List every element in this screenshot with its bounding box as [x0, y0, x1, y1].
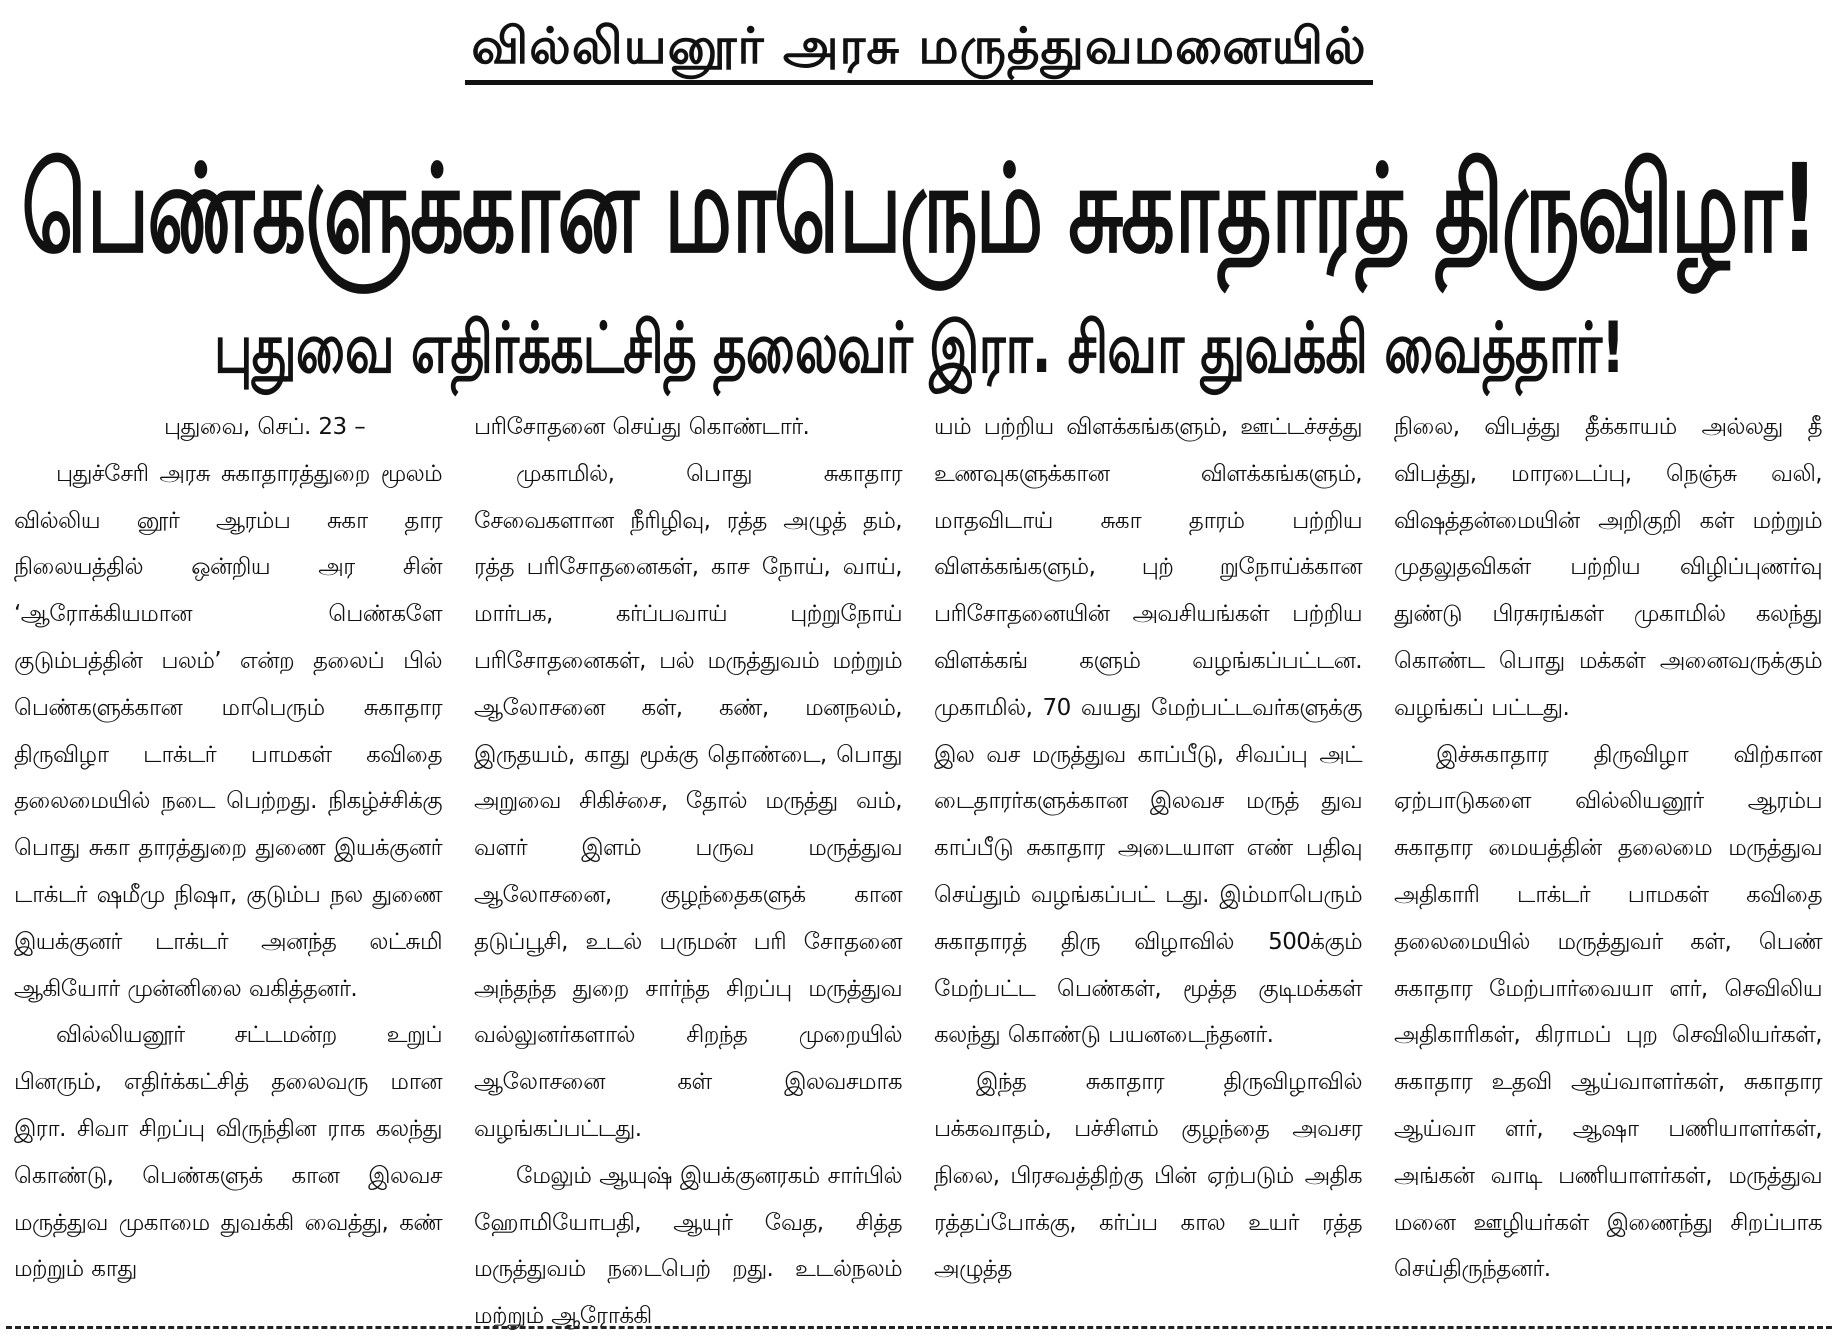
- article-paragraph: முகாமில், பொது சுகாதார சேவைகளான நீரிழிவு, ரத்த அழுத் தம், ரத்த பரிசோதனைகள், காச நோய், வாய், மார்பக, கர்ப்பவாய் புற்றுநோய் பரிசோதனைகள், பல் மருத்துவம் மற்றும் ஆலோசனை கள், கண், மனநலம், இருதயம், காது மூக்கு தொண்டை, பொது அறுவை சிகிச்சை, தோல் மருத்து வம், வளர் இளம் பருவ மருத்துவ ஆலோசனை, குழந்தைகளுக் கான தடுப்பூசி, உடல் பருமன் பரி சோதனை அந்தந்த துறை சார்ந்த சிறப்பு மருத்துவ வல்லுனர்களால் சிறந்த முறையில் ஆலோசனை கள் இலவசமாக வழங்கப்பட்டது.: [474, 460, 902, 1142]
- article-paragraph: பரிசோதனை செய்து கொண்டார்.: [474, 414, 810, 440]
- article-paragraph: யம் பற்றிய விளக்கங்களும், ஊட்டச்சத்து உணவுகளுக்கான விளக்கங்களும், மாதவிடாய் சுகா தாரம் பற்றிய விளக்கங்களும், புற் றுநோய்க்கான பரிசோதனையின் அவசியங்கள் பற்றிய விளக்கங் களும் வழங்கப்பட்டன. முகாமில், 70 வயது மேற்பட்டவர்களுக்கு இல வச மருத்துவ காப்பீடு, சிவப்பு அட் டைதாரர்களுக்கான இலவச மருத் துவ காப்பீடு சுகாதார அடையாள எண் பதிவு செய்தும் வழங்கப்பட் டது. இம்மாபெரும் சுகாதாரத் திரு விழாவில் 500க்கும் மேற்பட்ட பெண்கள், மூத்த குடிமக்கள் கலந்து கொண்டு பயனடைந்தனர்.: [934, 414, 1362, 1049]
- article-paragraph: மேலும் ஆயுஷ் இயக்குனரகம் சார்பில் ஹோமியோபதி, ஆயுர் வேத, சித்த மருத்துவம் நடைபெற் றது. உடல்நலம் மற்றும் ஆரோக்கி: [474, 1162, 902, 1330]
- article-body: [8, 404, 1830, 1330]
- article-column-4: [1388, 404, 1828, 1292]
- dateline: புதுவை, செப். 23 –: [164, 414, 366, 440]
- article-paragraph: வில்லியனூர் சட்டமன்ற உறுப் பினரும், எதிர்க்கட்சித் தலைவரு மான இரா. சிவா சிறப்பு விருந்தின ராக கலந்து கொண்டு, பெண்களுக் கான இலவச மருத்துவ முகாமை துவக்கி வைத்து, கண் மற்றும் காது: [14, 1022, 442, 1283]
- kicker-wrapper: [0, 14, 1838, 85]
- article-paragraph: இந்த சுகாதார திருவிழாவில் பக்கவாதம், பச்சிளம் குழந்தை அவசர நிலை, பிரசவத்திற்கு பின் ஏற்படும் அதிக ரத்தப்போக்கு, கர்ப்ப கால உயர் ரத்த அழுத்த: [934, 1069, 1362, 1283]
- article-column-2: [468, 404, 908, 1330]
- sub-headline: புதுவை எதிர்க்கட்சித் தலைவர் இரா. சிவா துவக்கி வைத்தார்!: [214, 308, 1624, 390]
- article-column-3: [928, 404, 1368, 1292]
- article-paragraph: இச்சுகாதார திருவிழா விற்கான ஏற்பாடுகளை வில்லியனூர் ஆரம்ப சுகாதார மையத்தின் தலைமை மருத்துவ அதிகாரி டாக்டர் பாமகள் கவிதை தலைமையில் மருத்துவர் கள், பெண் சுகாதார மேற்பார்வையா ளர், செவிலிய அதிகாரிகள், கிராமப் புற செவிலியர்கள், சுகாதார உதவி ஆய்வாளர்கள், சுகாதார ஆய்வா ளர், ஆஷா பணியாளர்கள், அங்கன் வாடி பணியாளர்கள், மருத்துவ மனை ஊழியர்கள் இணைந்து சிறப்பாக செய்திருந்தனர்.: [1394, 741, 1822, 1283]
- article-column-1: [8, 404, 448, 1292]
- kicker-headline: வில்லியனூர் அரசு மருத்துவமனையில்: [465, 14, 1372, 85]
- main-headline: பெண்களுக்கான மாபெரும் சுகாதாரத் திருவிழா!: [21, 137, 1817, 281]
- article-paragraph: புதுச்சேரி அரசு சுகாதாரத்துறை மூலம் வில்லிய னூர் ஆரம்ப சுகா தார நிலையத்தில் ஒன்றிய அர சின் ‘ஆரோக்கியமான பெண்களே குடும்பத்தின் பலம்’ என்ற தலைப் பில் பெண்களுக்கான மாபெரும் சுகாதார திருவிழா டாக்டர் பாமகள் கவிதை தலைமையில் நடை பெற்றது. நிகழ்ச்சிக்கு பொது சுகா தாரத்துறை துணை இயக்குனர் டாக்டர் ஷமீமு நிஷா, குடும்ப நல துணை இயக்குனர் டாக்டர் அனந்த லட்சுமி ஆகியோர் முன்னிலை வகித்தனர்.: [14, 460, 442, 1002]
- dashed-divider: [6, 1326, 1832, 1329]
- article-paragraph: நிலை, விபத்து தீக்காயம் அல்லது தீ விபத்து, மாரடைப்பு, நெஞ்சு வலி, விஷத்தன்மையின் அறிகுறி கள் மற்றும் முதலுதவிகள் பற்றிய விழிப்புணர்வு துண்டு பிரசுரங்கள் முகாமில் கலந்து கொண்ட பொது மக்கள் அனைவருக்கும் வழங்கப் பட்டது.: [1394, 414, 1822, 721]
